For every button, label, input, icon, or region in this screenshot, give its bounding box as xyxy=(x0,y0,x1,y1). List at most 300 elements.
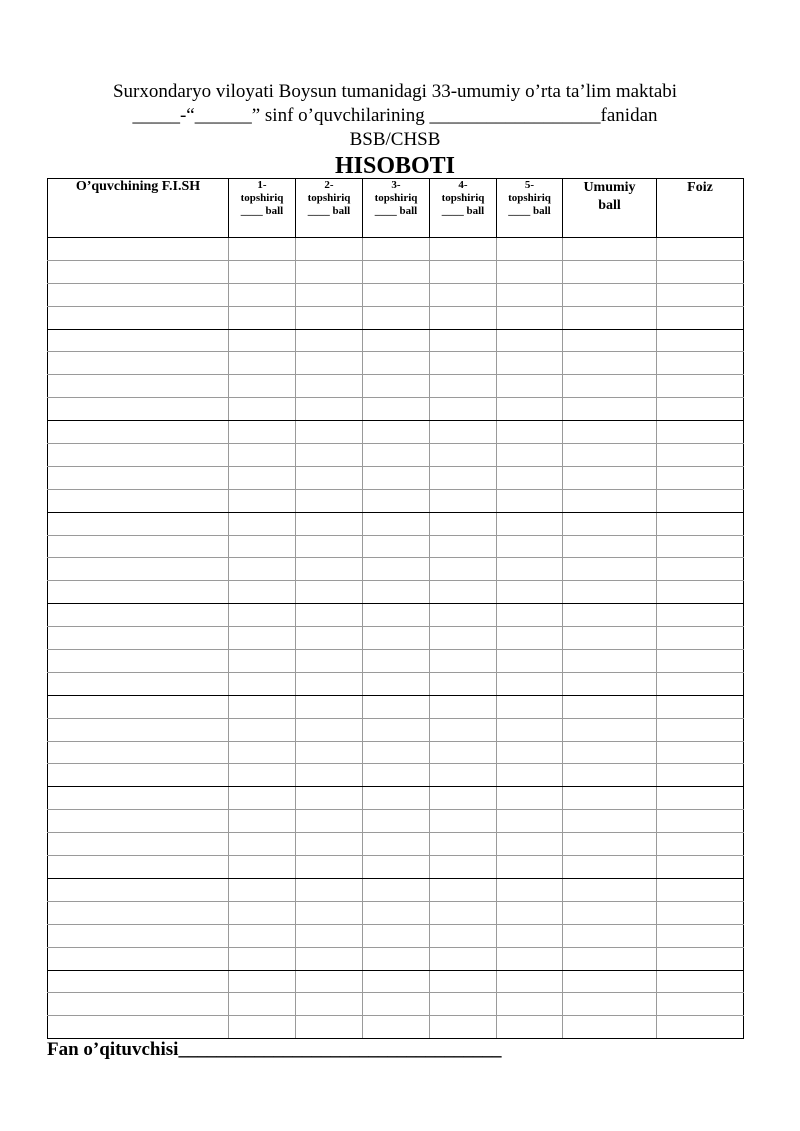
task-5-cell xyxy=(497,672,563,695)
task-4-cell xyxy=(430,650,497,673)
task-4-cell xyxy=(430,924,497,947)
task-1-cell xyxy=(229,627,296,650)
table-row xyxy=(48,764,744,787)
table-row xyxy=(48,695,744,718)
task-1-cell xyxy=(229,375,296,398)
name-cell xyxy=(48,650,229,673)
task-2-cell xyxy=(296,489,363,512)
table-row xyxy=(48,421,744,444)
task-5-cell xyxy=(497,901,563,924)
task-4-ball: ____ ball xyxy=(441,205,485,217)
table-row xyxy=(48,375,744,398)
total-cell xyxy=(563,718,657,741)
total-cell xyxy=(563,833,657,856)
task-3-cell xyxy=(363,924,430,947)
task-4-cell xyxy=(430,833,497,856)
name-cell xyxy=(48,947,229,970)
table-row xyxy=(48,878,744,901)
task-3-cell xyxy=(363,1016,430,1039)
school-line: Surxondaryo viloyati Boysun tumanidagi 33-umumiy o’rta ta’lim maktabi xyxy=(112,81,678,102)
total-cell xyxy=(563,878,657,901)
name-cell xyxy=(48,581,229,604)
name-cell xyxy=(48,444,229,467)
name-cell xyxy=(48,535,229,558)
task-3-cell xyxy=(363,398,430,421)
total-cell xyxy=(563,764,657,787)
task-1-cell xyxy=(229,672,296,695)
percent-cell xyxy=(657,833,744,856)
name-cell xyxy=(48,993,229,1016)
task-4-cell xyxy=(430,466,497,489)
task-4-cell xyxy=(430,489,497,512)
task-3-cell xyxy=(363,695,430,718)
task-3-cell xyxy=(363,535,430,558)
name-cell xyxy=(48,329,229,352)
task-4-cell xyxy=(430,970,497,993)
table-row xyxy=(48,856,744,879)
task-4-cell xyxy=(430,672,497,695)
total-cell xyxy=(563,810,657,833)
task-1-cell xyxy=(229,558,296,581)
percent-cell xyxy=(657,718,744,741)
task-2-cell xyxy=(296,375,363,398)
task-5-cell xyxy=(497,306,563,329)
student-name-header: O’quvchining F.I.SH xyxy=(48,179,229,238)
task-3-cell xyxy=(363,329,430,352)
task-3-cell xyxy=(363,718,430,741)
task-5-cell xyxy=(497,764,563,787)
total-cell xyxy=(563,329,657,352)
total-cell xyxy=(563,672,657,695)
task-4-cell xyxy=(430,352,497,375)
task-5-cell xyxy=(497,878,563,901)
task-2-cell xyxy=(296,398,363,421)
table-row xyxy=(48,581,744,604)
task-4-cell xyxy=(430,398,497,421)
task-3-cell xyxy=(363,672,430,695)
task-1-ball: ____ ball xyxy=(240,205,284,217)
task-3-cell xyxy=(363,466,430,489)
task-2-cell xyxy=(296,947,363,970)
total-cell xyxy=(563,283,657,306)
task-3-cell xyxy=(363,375,430,398)
name-cell xyxy=(48,512,229,535)
task-1-cell xyxy=(229,764,296,787)
name-cell xyxy=(48,695,229,718)
task-2-word: topshiriq xyxy=(307,192,351,204)
task-1-cell xyxy=(229,878,296,901)
percent-cell xyxy=(657,283,744,306)
percent-cell xyxy=(657,878,744,901)
percent-cell xyxy=(657,352,744,375)
task-4-cell xyxy=(430,558,497,581)
task-5-cell xyxy=(497,970,563,993)
task-4-cell xyxy=(430,947,497,970)
total-cell xyxy=(563,466,657,489)
task-2-cell xyxy=(296,535,363,558)
task-1-cell xyxy=(229,856,296,879)
total-cell xyxy=(563,650,657,673)
task-5-cell xyxy=(497,352,563,375)
total-cell xyxy=(563,398,657,421)
percent-cell xyxy=(657,466,744,489)
total-cell xyxy=(563,260,657,283)
task-4-cell xyxy=(430,810,497,833)
total-score-header-line1: Umumiy xyxy=(583,180,636,195)
task-5-cell xyxy=(497,489,563,512)
task-1-cell xyxy=(229,306,296,329)
task-4-cell xyxy=(430,444,497,467)
task-1-cell xyxy=(229,833,296,856)
task-2-cell xyxy=(296,856,363,879)
total-cell xyxy=(563,970,657,993)
task-5-cell xyxy=(497,947,563,970)
assessment-type-line: BSB/CHSB xyxy=(349,129,441,150)
name-cell xyxy=(48,764,229,787)
table-row xyxy=(48,604,744,627)
task-1-cell xyxy=(229,604,296,627)
table-row xyxy=(48,833,744,856)
percent-cell xyxy=(657,810,744,833)
task-2-cell xyxy=(296,352,363,375)
task-4-cell xyxy=(430,627,497,650)
task-2-cell xyxy=(296,993,363,1016)
task-5-cell xyxy=(497,741,563,764)
name-cell xyxy=(48,856,229,879)
task-3-cell xyxy=(363,260,430,283)
name-cell xyxy=(48,352,229,375)
task-4-cell xyxy=(430,421,497,444)
task-2-cell xyxy=(296,306,363,329)
task-4-cell xyxy=(430,993,497,1016)
task-5-cell xyxy=(497,810,563,833)
task-4-cell xyxy=(430,1016,497,1039)
percent-cell xyxy=(657,924,744,947)
task-1-cell xyxy=(229,260,296,283)
task-5-header xyxy=(497,179,563,238)
percent-cell xyxy=(657,947,744,970)
task-4-cell xyxy=(430,512,497,535)
table-row xyxy=(48,787,744,810)
table-row xyxy=(48,741,744,764)
task-1-cell xyxy=(229,695,296,718)
total-cell xyxy=(563,512,657,535)
task-5-cell xyxy=(497,512,563,535)
task-1-cell xyxy=(229,535,296,558)
total-score-header xyxy=(563,179,657,238)
task-3-cell xyxy=(363,283,430,306)
percent-cell xyxy=(657,558,744,581)
task-2-cell xyxy=(296,695,363,718)
task-5-cell xyxy=(497,856,563,879)
task-4-cell xyxy=(430,604,497,627)
task-3-ball: ____ ball xyxy=(374,205,418,217)
total-cell xyxy=(563,627,657,650)
task-2-cell xyxy=(296,741,363,764)
table-header-row xyxy=(48,179,744,238)
task-1-number: 1- xyxy=(257,179,267,191)
percent-cell xyxy=(657,672,744,695)
task-1-cell xyxy=(229,352,296,375)
task-4-cell xyxy=(430,535,497,558)
task-2-cell xyxy=(296,581,363,604)
table-row xyxy=(48,306,744,329)
name-cell xyxy=(48,718,229,741)
task-4-number: 4- xyxy=(458,179,468,191)
task-4-cell xyxy=(430,695,497,718)
task-5-cell xyxy=(497,1016,563,1039)
task-3-cell xyxy=(363,901,430,924)
task-1-word: topshiriq xyxy=(240,192,284,204)
task-4-cell xyxy=(430,238,497,261)
percent-cell xyxy=(657,581,744,604)
task-1-cell xyxy=(229,947,296,970)
total-cell xyxy=(563,901,657,924)
task-1-cell xyxy=(229,993,296,1016)
task-5-cell xyxy=(497,375,563,398)
total-cell xyxy=(563,741,657,764)
task-2-cell xyxy=(296,810,363,833)
task-5-cell xyxy=(497,558,563,581)
name-cell xyxy=(48,375,229,398)
task-1-cell xyxy=(229,489,296,512)
table-row xyxy=(48,1016,744,1039)
name-cell xyxy=(48,1016,229,1039)
task-2-cell xyxy=(296,650,363,673)
task-1-cell xyxy=(229,283,296,306)
table-row xyxy=(48,466,744,489)
name-cell xyxy=(48,810,229,833)
percent-cell xyxy=(657,993,744,1016)
task-5-cell xyxy=(497,238,563,261)
task-2-cell xyxy=(296,444,363,467)
table-body xyxy=(48,238,744,1039)
table-row xyxy=(48,924,744,947)
task-1-cell xyxy=(229,421,296,444)
task-2-cell xyxy=(296,878,363,901)
task-2-cell xyxy=(296,787,363,810)
task-2-cell xyxy=(296,329,363,352)
name-cell xyxy=(48,398,229,421)
task-2-cell xyxy=(296,901,363,924)
task-3-cell xyxy=(363,444,430,467)
percent-header: Foiz xyxy=(657,179,744,238)
task-3-cell xyxy=(363,421,430,444)
task-5-cell xyxy=(497,398,563,421)
total-cell xyxy=(563,421,657,444)
percent-cell xyxy=(657,856,744,879)
percent-cell xyxy=(657,604,744,627)
task-2-cell xyxy=(296,924,363,947)
task-3-cell xyxy=(363,306,430,329)
total-cell xyxy=(563,924,657,947)
total-cell xyxy=(563,856,657,879)
percent-cell xyxy=(657,535,744,558)
total-cell xyxy=(563,489,657,512)
task-2-cell xyxy=(296,238,363,261)
name-cell xyxy=(48,627,229,650)
task-3-cell xyxy=(363,878,430,901)
percent-cell xyxy=(657,650,744,673)
task-1-cell xyxy=(229,398,296,421)
task-1-cell xyxy=(229,650,296,673)
task-5-cell xyxy=(497,444,563,467)
table-row xyxy=(48,329,744,352)
task-5-cell xyxy=(497,833,563,856)
percent-cell xyxy=(657,764,744,787)
task-1-cell xyxy=(229,238,296,261)
task-2-cell xyxy=(296,466,363,489)
table-row xyxy=(48,489,744,512)
task-3-cell xyxy=(363,741,430,764)
percent-cell xyxy=(657,512,744,535)
total-cell xyxy=(563,535,657,558)
task-4-cell xyxy=(430,306,497,329)
percent-cell xyxy=(657,375,744,398)
percent-cell xyxy=(657,787,744,810)
name-cell xyxy=(48,741,229,764)
total-cell xyxy=(563,604,657,627)
name-cell xyxy=(48,421,229,444)
name-cell xyxy=(48,238,229,261)
task-2-cell xyxy=(296,833,363,856)
task-4-word: topshiriq xyxy=(441,192,485,204)
task-1-cell xyxy=(229,924,296,947)
table-row xyxy=(48,718,744,741)
name-cell xyxy=(48,787,229,810)
name-cell xyxy=(48,558,229,581)
percent-cell xyxy=(657,695,744,718)
name-cell xyxy=(48,306,229,329)
task-5-ball: ____ ball xyxy=(508,205,551,217)
task-1-cell xyxy=(229,787,296,810)
task-2-ball: ____ ball xyxy=(307,205,351,217)
table-row xyxy=(48,627,744,650)
percent-cell xyxy=(657,260,744,283)
task-2-cell xyxy=(296,672,363,695)
task-3-cell xyxy=(363,650,430,673)
percent-cell xyxy=(657,238,744,261)
task-4-header xyxy=(430,179,497,238)
task-5-word: topshiriq xyxy=(508,192,551,204)
table-row xyxy=(48,260,744,283)
task-3-cell xyxy=(363,512,430,535)
task-3-cell xyxy=(363,810,430,833)
task-5-cell xyxy=(497,535,563,558)
task-3-cell xyxy=(363,833,430,856)
table-row xyxy=(48,238,744,261)
task-2-number: 2- xyxy=(324,179,334,191)
task-1-cell xyxy=(229,901,296,924)
task-5-cell xyxy=(497,650,563,673)
task-3-cell xyxy=(363,558,430,581)
task-3-cell xyxy=(363,238,430,261)
task-3-cell xyxy=(363,993,430,1016)
name-cell xyxy=(48,283,229,306)
percent-cell xyxy=(657,329,744,352)
task-1-header xyxy=(229,179,296,238)
task-2-cell xyxy=(296,512,363,535)
task-5-cell xyxy=(497,993,563,1016)
task-2-cell xyxy=(296,558,363,581)
task-1-cell xyxy=(229,444,296,467)
task-5-cell xyxy=(497,260,563,283)
name-cell xyxy=(48,878,229,901)
percent-cell xyxy=(657,1016,744,1039)
task-1-cell xyxy=(229,1016,296,1039)
percent-cell xyxy=(657,901,744,924)
task-5-cell xyxy=(497,787,563,810)
task-2-cell xyxy=(296,627,363,650)
task-2-cell xyxy=(296,283,363,306)
task-5-cell xyxy=(497,329,563,352)
task-2-cell xyxy=(296,421,363,444)
table-row xyxy=(48,558,744,581)
task-4-cell xyxy=(430,901,497,924)
task-3-header xyxy=(363,179,430,238)
table-row xyxy=(48,650,744,673)
task-3-cell xyxy=(363,627,430,650)
task-4-cell xyxy=(430,375,497,398)
task-3-cell xyxy=(363,970,430,993)
table-row xyxy=(48,283,744,306)
task-2-cell xyxy=(296,718,363,741)
task-2-cell xyxy=(296,764,363,787)
total-cell xyxy=(563,947,657,970)
name-cell xyxy=(48,260,229,283)
table-row xyxy=(48,970,744,993)
name-cell xyxy=(48,833,229,856)
task-5-cell xyxy=(497,421,563,444)
table-row xyxy=(48,993,744,1016)
task-4-cell xyxy=(430,856,497,879)
total-cell xyxy=(563,558,657,581)
task-1-cell xyxy=(229,512,296,535)
task-3-cell xyxy=(363,947,430,970)
task-3-cell xyxy=(363,856,430,879)
name-cell xyxy=(48,604,229,627)
total-cell xyxy=(563,695,657,718)
table-row xyxy=(48,947,744,970)
task-1-cell xyxy=(229,718,296,741)
task-5-cell xyxy=(497,695,563,718)
percent-cell xyxy=(657,444,744,467)
task-5-cell xyxy=(497,924,563,947)
table-row xyxy=(48,810,744,833)
task-5-cell xyxy=(497,581,563,604)
table-row xyxy=(48,352,744,375)
name-cell xyxy=(48,466,229,489)
total-cell xyxy=(563,581,657,604)
percent-cell xyxy=(657,627,744,650)
task-3-cell xyxy=(363,581,430,604)
task-2-header xyxy=(296,179,363,238)
total-cell xyxy=(563,993,657,1016)
class-subject-line: _____-“______” sinf o’quvchilarining __________________fanidan xyxy=(132,105,658,126)
task-2-cell xyxy=(296,970,363,993)
name-cell xyxy=(48,489,229,512)
table-row xyxy=(48,672,744,695)
name-cell xyxy=(48,970,229,993)
name-cell xyxy=(48,924,229,947)
results-table xyxy=(47,178,744,1039)
task-5-cell xyxy=(497,466,563,489)
task-4-cell xyxy=(430,260,497,283)
percent-cell xyxy=(657,489,744,512)
report-title: HISOBOTI xyxy=(334,153,456,179)
total-cell xyxy=(563,787,657,810)
total-cell xyxy=(563,306,657,329)
